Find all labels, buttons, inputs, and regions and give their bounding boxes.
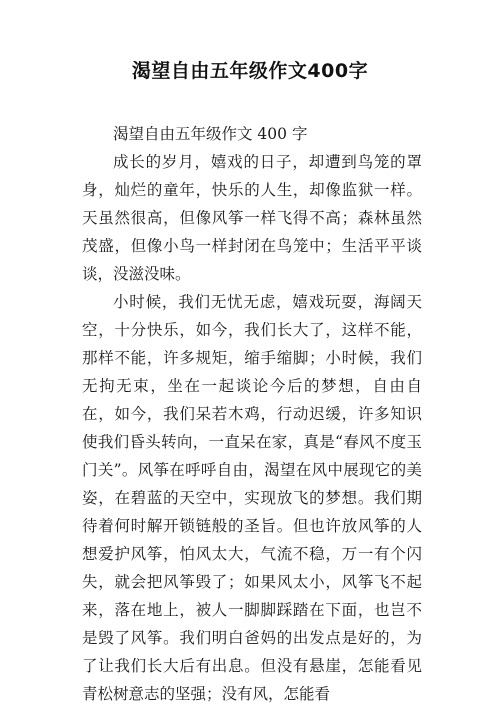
paragraph-1: 成长的岁月，嬉戏的日子，却遭到鸟笼的罩身，灿烂的童年，快乐的人生，却像监狱一样。天虽然很高，但像风筝一样飞得不高；森林虽然茂盛，但像小鸟一样封闭在鸟笼中；生活平平谈谈，没滋没味。 xyxy=(82,153,422,283)
article-subtitle: 渴望自由五年级作文 400 字 xyxy=(113,125,308,143)
page-title: 渴望自由五年级作文400字 xyxy=(131,60,369,82)
article-body xyxy=(82,120,422,708)
paragraph-2: 小时候，我们无忧无虑，嬉戏玩耍，海阔天空，十分快乐，如今，我们长大了，这样不能，那样不能，许多规矩，缩手缩脚；小时候，我们无拘无束，坐在一起谈论今后的梦想，自由自在，如今，我们呆若木鸡，行动迟缓，许多知识使我们昏头转向，一直呆在家，真是“春风不度玉门关”。风筝在呼呼自由，渴望在风中展现它的美姿，在碧蓝的天空中，实现放飞的梦想。我们期待着何时解开锁链般的圣旨。但也许放风筝的人想爱护风筝，怕风太大，气流不稳，万一有个闪失，就会把风筝毁了；如果风太小，风筝飞不起来，落在地上，被人一脚脚踩踏在下面，也岂不是毁了风筝。我们明白爸妈的出发点是好的，为了让我们长大后有出息。但没有悬崖，怎能看见青松树意志的坚强；没有风，怎能看 xyxy=(82,293,422,703)
